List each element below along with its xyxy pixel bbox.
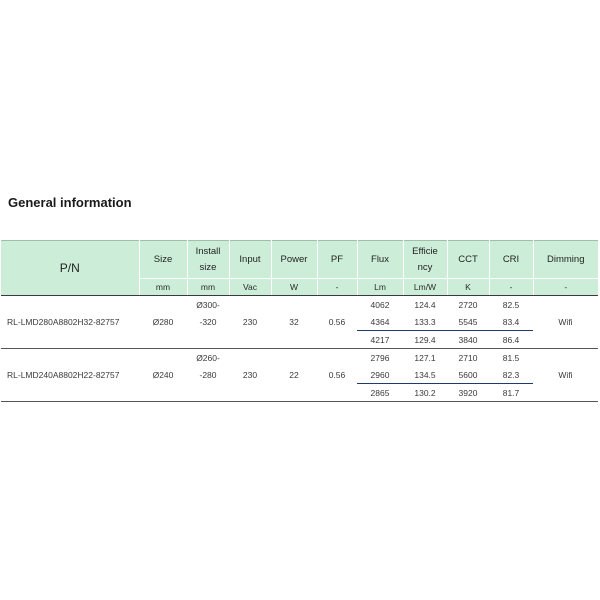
header-power: Power [271,241,317,279]
unit-dimming: - [533,279,598,296]
header-install-line2: size [199,261,217,273]
cell-cct: 2720 [458,299,478,310]
header-dimming: Dimming [533,241,598,279]
cell-install-size [187,296,229,349]
header-cct: CCT [447,241,489,279]
cell-efficiency: 129.4 [403,331,447,349]
cell-install-line1: Ø260- [196,353,220,363]
cell-cri: 81.7 [489,384,533,402]
header-pf: PF [317,241,357,279]
header-efficiency-line1: Efficie [412,245,438,257]
cell-cct: 5545 [447,313,489,331]
header-install-size [187,241,229,279]
unit-size: mm [139,279,187,296]
unit-pf: - [317,279,357,296]
cell-pf: 0.56 [317,296,357,349]
cell-cri: 81.5 [502,352,520,363]
cell-install-line2: -280 [199,370,217,380]
unit-install: mm [187,279,229,296]
cell-efficiency: 130.2 [403,384,447,402]
cell-efficiency: 127.1 [414,352,436,363]
cell-pf: 0.56 [317,349,357,402]
header-pn: P/N [1,241,139,296]
table-body [1,296,598,402]
header-efficiency-line2: ncy [417,261,433,273]
general-information-table [1,240,598,402]
cell-size: Ø240 [139,349,187,402]
cell-install-size [187,349,229,402]
cell-cct: 5600 [447,366,489,384]
header-cri: CRI [489,241,533,279]
cell-cri: 82.3 [489,366,533,384]
cell-pn: RL-LMD280A8802H32-82757 [1,296,139,349]
header-install-line1: Install [195,245,221,257]
cell-pn: RL-LMD240A8802H22-82757 [1,349,139,402]
cell-size: Ø280 [139,296,187,349]
unit-cri: - [489,279,533,296]
header-input: Input [229,241,271,279]
cell-input: 230 [229,349,271,402]
cell-dimming: Wifi [533,296,598,349]
cell-flux: 4364 [357,313,403,331]
cell-cct: 3840 [447,331,489,349]
unit-input: Vac [229,279,271,296]
cell-flux: 2960 [357,366,403,384]
cell-cct: 3920 [447,384,489,402]
cell-efficiency: 134.5 [403,366,447,384]
header-flux: Flux [357,241,403,279]
unit-cct: K [447,279,489,296]
unit-power: W [271,279,317,296]
cell-cri: 83.4 [489,313,533,331]
cell-flux: 4062 [370,299,390,310]
cell-dimming: Wifi [533,349,598,402]
cell-power: 32 [271,296,317,349]
cell-cri: 82.5 [502,299,520,310]
unit-flux: Lm [357,279,403,296]
cell-input: 230 [229,296,271,349]
cell-cct: 2710 [458,352,478,363]
table-row [1,296,598,314]
table-header [1,241,598,296]
section-title: General information [8,195,132,210]
unit-efficiency: Lm/W [403,279,447,296]
cell-efficiency: 133.3 [403,313,447,331]
cell-efficiency: 124.4 [414,299,436,310]
table-row [1,349,598,367]
cell-flux: 2796 [370,352,390,363]
cell-install-line1: Ø300- [196,300,220,310]
cell-install-line2: -320 [199,317,217,327]
cell-power: 22 [271,349,317,402]
cell-cri: 86.4 [489,331,533,349]
header-efficiency [403,241,447,279]
cell-flux: 4217 [357,331,403,349]
header-size: Size [139,241,187,279]
cell-flux: 2865 [357,384,403,402]
